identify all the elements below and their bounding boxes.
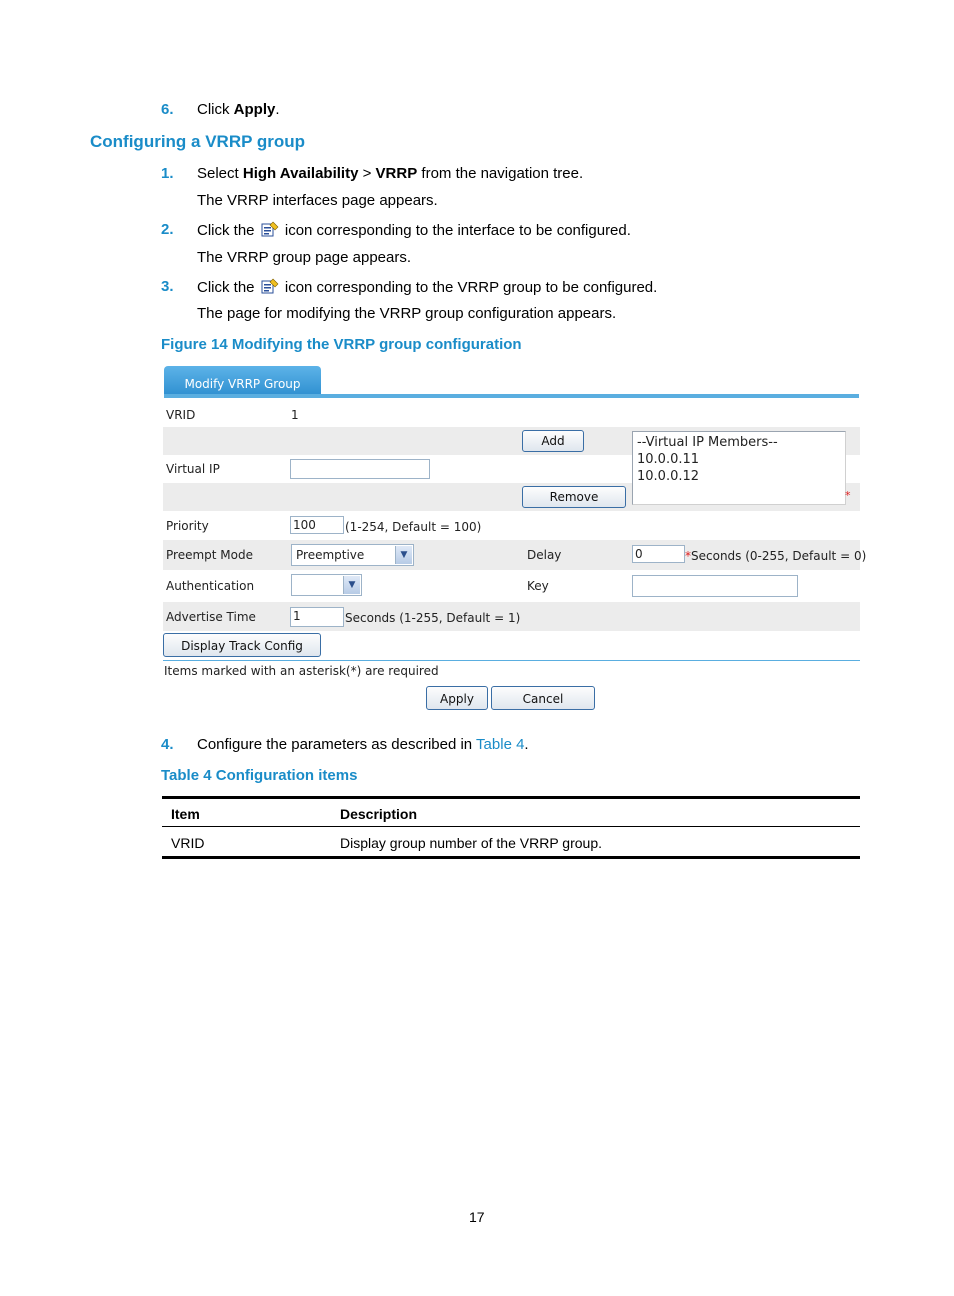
table-top-rule (162, 796, 860, 799)
priority-hint: (1-254, Default = 100) (345, 520, 482, 534)
step-2-text: Click the icon corresponding to the interface to be configured. (197, 222, 631, 239)
step-number: 4. (161, 736, 174, 753)
tab-underline (164, 394, 859, 398)
table-cell-description: Display group number of the VRRP group. (340, 835, 602, 851)
table-cell-item: VRID (171, 835, 205, 851)
apply-button[interactable]: Apply (426, 686, 488, 710)
priority-input[interactable]: 100 (290, 516, 344, 534)
virtual-ip-members-list[interactable] (632, 431, 846, 505)
step-2-result: The VRRP group page appears. (197, 249, 412, 266)
section-heading: Configuring a VRRP group (90, 132, 306, 151)
delay-hint: *Seconds (0-255, Default = 0) (685, 549, 867, 563)
step-4-text: Configure the parameters as described in Table 4. (197, 736, 529, 753)
step-1-text: Select High Availability > VRRP from the navigation tree. (197, 165, 584, 182)
advertise-time-input[interactable]: 1 (290, 607, 344, 627)
authentication-label: Authentication (166, 579, 255, 593)
tab-modify-vrrp-group[interactable]: Modify VRRP Group (164, 366, 321, 396)
page-number: 17 (469, 1209, 485, 1225)
required-note: Items marked with an asterisk(*) are required (164, 664, 439, 678)
list-item[interactable]: 10.0.0.11 (637, 452, 700, 467)
vrid-value: 1 (291, 408, 299, 422)
key-label: Key (527, 579, 549, 593)
step-3-text: Click the icon corresponding to the VRRP group to be configured. (197, 279, 658, 296)
step-number: 6. (161, 101, 174, 118)
advertise-time-hint: Seconds (1-255, Default = 1) (345, 611, 521, 625)
table-caption: Table 4 Configuration items (161, 767, 358, 784)
step-1-result: The VRRP interfaces page appears. (197, 192, 438, 209)
priority-label: Priority (166, 519, 209, 533)
step-number: 3. (161, 278, 174, 295)
divider (163, 660, 860, 661)
list-item[interactable]: 10.0.0.12 (637, 469, 700, 484)
chevron-down-icon[interactable]: ▼ (343, 576, 360, 594)
preempt-mode-label: Preempt Mode (166, 548, 253, 562)
step-6-text: Click Apply. (197, 101, 280, 118)
preempt-mode-value: Preemptive (296, 548, 365, 562)
vrid-label: VRID (166, 408, 196, 422)
required-asterisk: * (685, 549, 691, 563)
required-asterisk: * (845, 489, 851, 502)
table-bottom-rule (162, 856, 860, 859)
virtual-ip-input[interactable] (290, 459, 430, 479)
table-4-link[interactable]: Table 4 (476, 736, 525, 753)
preempt-mode-select[interactable] (291, 544, 414, 566)
table-header-description: Description (340, 806, 418, 822)
figure-caption: Figure 14 Modifying the VRRP group configuration (161, 336, 522, 353)
configure-icon (261, 278, 279, 294)
key-input[interactable] (632, 575, 798, 597)
step-number: 1. (161, 165, 174, 182)
table-header-rule (162, 826, 860, 827)
chevron-down-icon[interactable]: ▼ (395, 546, 412, 564)
display-track-config-button[interactable]: Display Track Config (163, 633, 321, 657)
add-button[interactable]: Add (522, 430, 584, 452)
cancel-button[interactable]: Cancel (491, 686, 595, 710)
step-number: 2. (161, 221, 174, 238)
virtual-ip-label: Virtual IP (166, 462, 220, 476)
configure-icon (261, 221, 279, 237)
list-header: --Virtual IP Members-- (637, 435, 778, 450)
remove-button[interactable]: Remove (522, 486, 626, 508)
table-header-item: Item (171, 806, 200, 822)
delay-input[interactable]: 0 (632, 545, 685, 563)
delay-label: Delay (527, 548, 562, 562)
step-6 (161, 101, 174, 118)
authentication-select[interactable] (291, 574, 362, 596)
step-3-result: The page for modifying the VRRP group configuration appears. (197, 305, 617, 322)
advertise-time-label: Advertise Time (166, 610, 256, 624)
